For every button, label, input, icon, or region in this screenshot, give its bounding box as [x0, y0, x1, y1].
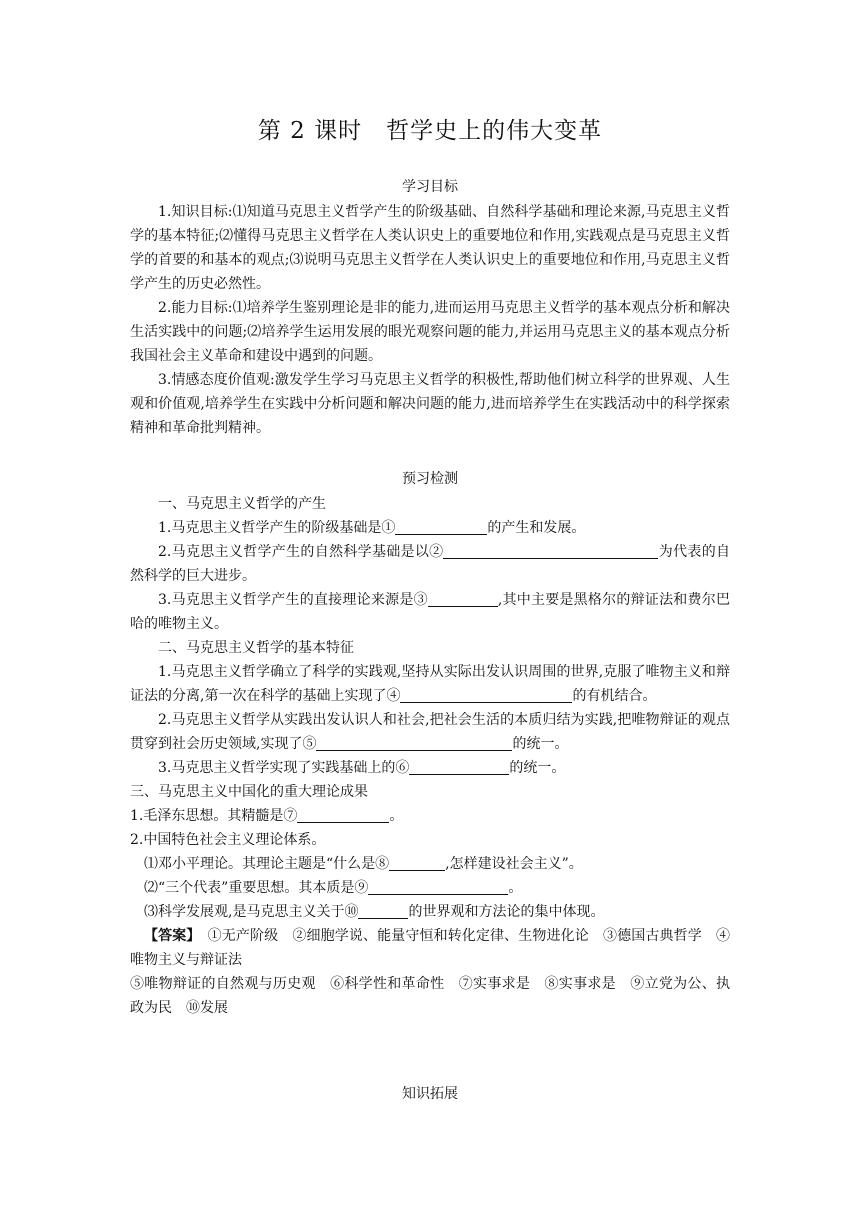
question-7: 1.毛泽东思想。其精髓是⑦ 。 — [130, 808, 404, 824]
answer-line-1: ①无产阶级 ②细胞学说、能量守恒和转化定律、生物进化论 ③德国古典哲学 ④唯物主义与辩证法 — [130, 928, 731, 968]
page-title: 第 2 课时 哲学史上的伟大变革 — [257, 118, 603, 144]
answer-line-2: ⑤唯物辩证的自然观与历史观 ⑥科学性和革命性 ⑦实事求是 ⑧实事求是 ⑨立党为公、执政为民 ⑩发展 — [130, 976, 730, 1016]
subsection-heading-3: 三、马克思主义中国化的重大理论成果 — [130, 784, 368, 800]
question-9: ⑴邓小平理论。其理论主题是“什么是⑧ ,怎样建设社会主义”。 — [144, 856, 583, 872]
answer-blank[interactable] — [297, 806, 389, 823]
objectives-section — [130, 200, 730, 440]
answer-key — [130, 924, 730, 972]
answer-blank[interactable] — [368, 878, 508, 895]
answer-blank[interactable] — [443, 542, 658, 559]
objective-values: 3.情感态度价值观:激发学生学习马克思主义哲学的积极性,帮助他们树立科学的世界观、人生观和价值观,培养学生在实践中分析问题和解决问题的能力,进而培养学生在实践活动中的科学探索精神和革命批判精神。 — [130, 372, 730, 436]
question-6: 3.马克思主义哲学实现了实践基础上的⑥ 的统一。 — [158, 760, 566, 776]
answer-blank[interactable] — [428, 590, 498, 607]
objective-ability: 2.能力目标:⑴培养学生鉴别理论是非的能力,进而运用马克思主义哲学的基本观点分析和解决生活实践中的问题;⑵培养学生运用发展的眼光观察问题的能力,并运用马克思主义的基本观点分析我国社会主义革命和建设中遇到的问题。 — [130, 300, 730, 364]
question-11: ⑶科学发展观,是马克思主义关于⑩ 的世界观和方法论的集中体现。 — [144, 904, 605, 920]
question-1: 1.马克思主义哲学产生的阶级基础是① 的产生和发展。 — [158, 520, 586, 536]
answer-blank[interactable] — [389, 854, 445, 871]
answer-label: 【答案】 — [144, 928, 194, 944]
answer-blank[interactable] — [316, 734, 512, 751]
answer-blank[interactable] — [358, 902, 408, 919]
question-8: 2.中国特色社会主义理论体系。 — [130, 832, 326, 848]
answer-blank[interactable] — [400, 686, 572, 703]
objective-knowledge: 1.知识目标:⑴知道马克思主义哲学产生的阶级基础、自然科学基础和理论来源,马克思主义哲学的基本特征;⑵懂得马克思主义哲学在人类认识史上的重要地位和作用,实践观点是马克思主义哲学的首要的和基本的观点;⑶说明马克思主义哲学在人类认识史上的重要地位和作用,马克思主义哲学产生的历史必然性。 — [130, 204, 730, 292]
question-4: 1.马克思主义哲学确立了科学的实践观,坚持从实际出发认识周围的世界,克服了唯物主义和辩证法的分离,第一次在科学的基础上实现了④ 的有机结合。 — [130, 664, 730, 704]
subsection-heading-2: 二、马克思主义哲学的基本特征 — [158, 640, 354, 656]
answer-blank[interactable] — [395, 518, 487, 535]
preview-heading: 预习检测 — [402, 471, 458, 487]
question-5: 2.马克思主义哲学从实践出发认识人和社会,把社会生活的本质归结为实践,把唯物辩证的观点贯穿到社会历史领域,实现了⑤ 的统一。 — [130, 712, 730, 752]
objectives-heading: 学习目标 — [402, 179, 458, 195]
expansion-heading: 知识拓展 — [402, 1086, 458, 1102]
question-10: ⑵“三个代表”重要思想。其本质是⑨ 。 — [144, 880, 523, 896]
question-2: 2.马克思主义哲学产生的自然科学基础是以② 为代表的自然科学的巨大进步。 — [130, 544, 730, 584]
question-3: 3.马克思主义哲学产生的直接理论来源是③ ,其中主要是黑格尔的辩证法和费尔巴哈的唯物主义。 — [130, 592, 731, 632]
answer-blank[interactable] — [409, 758, 509, 775]
subsection-heading-1: 一、马克思主义哲学的产生 — [158, 496, 326, 512]
preview-section — [130, 492, 730, 1020]
